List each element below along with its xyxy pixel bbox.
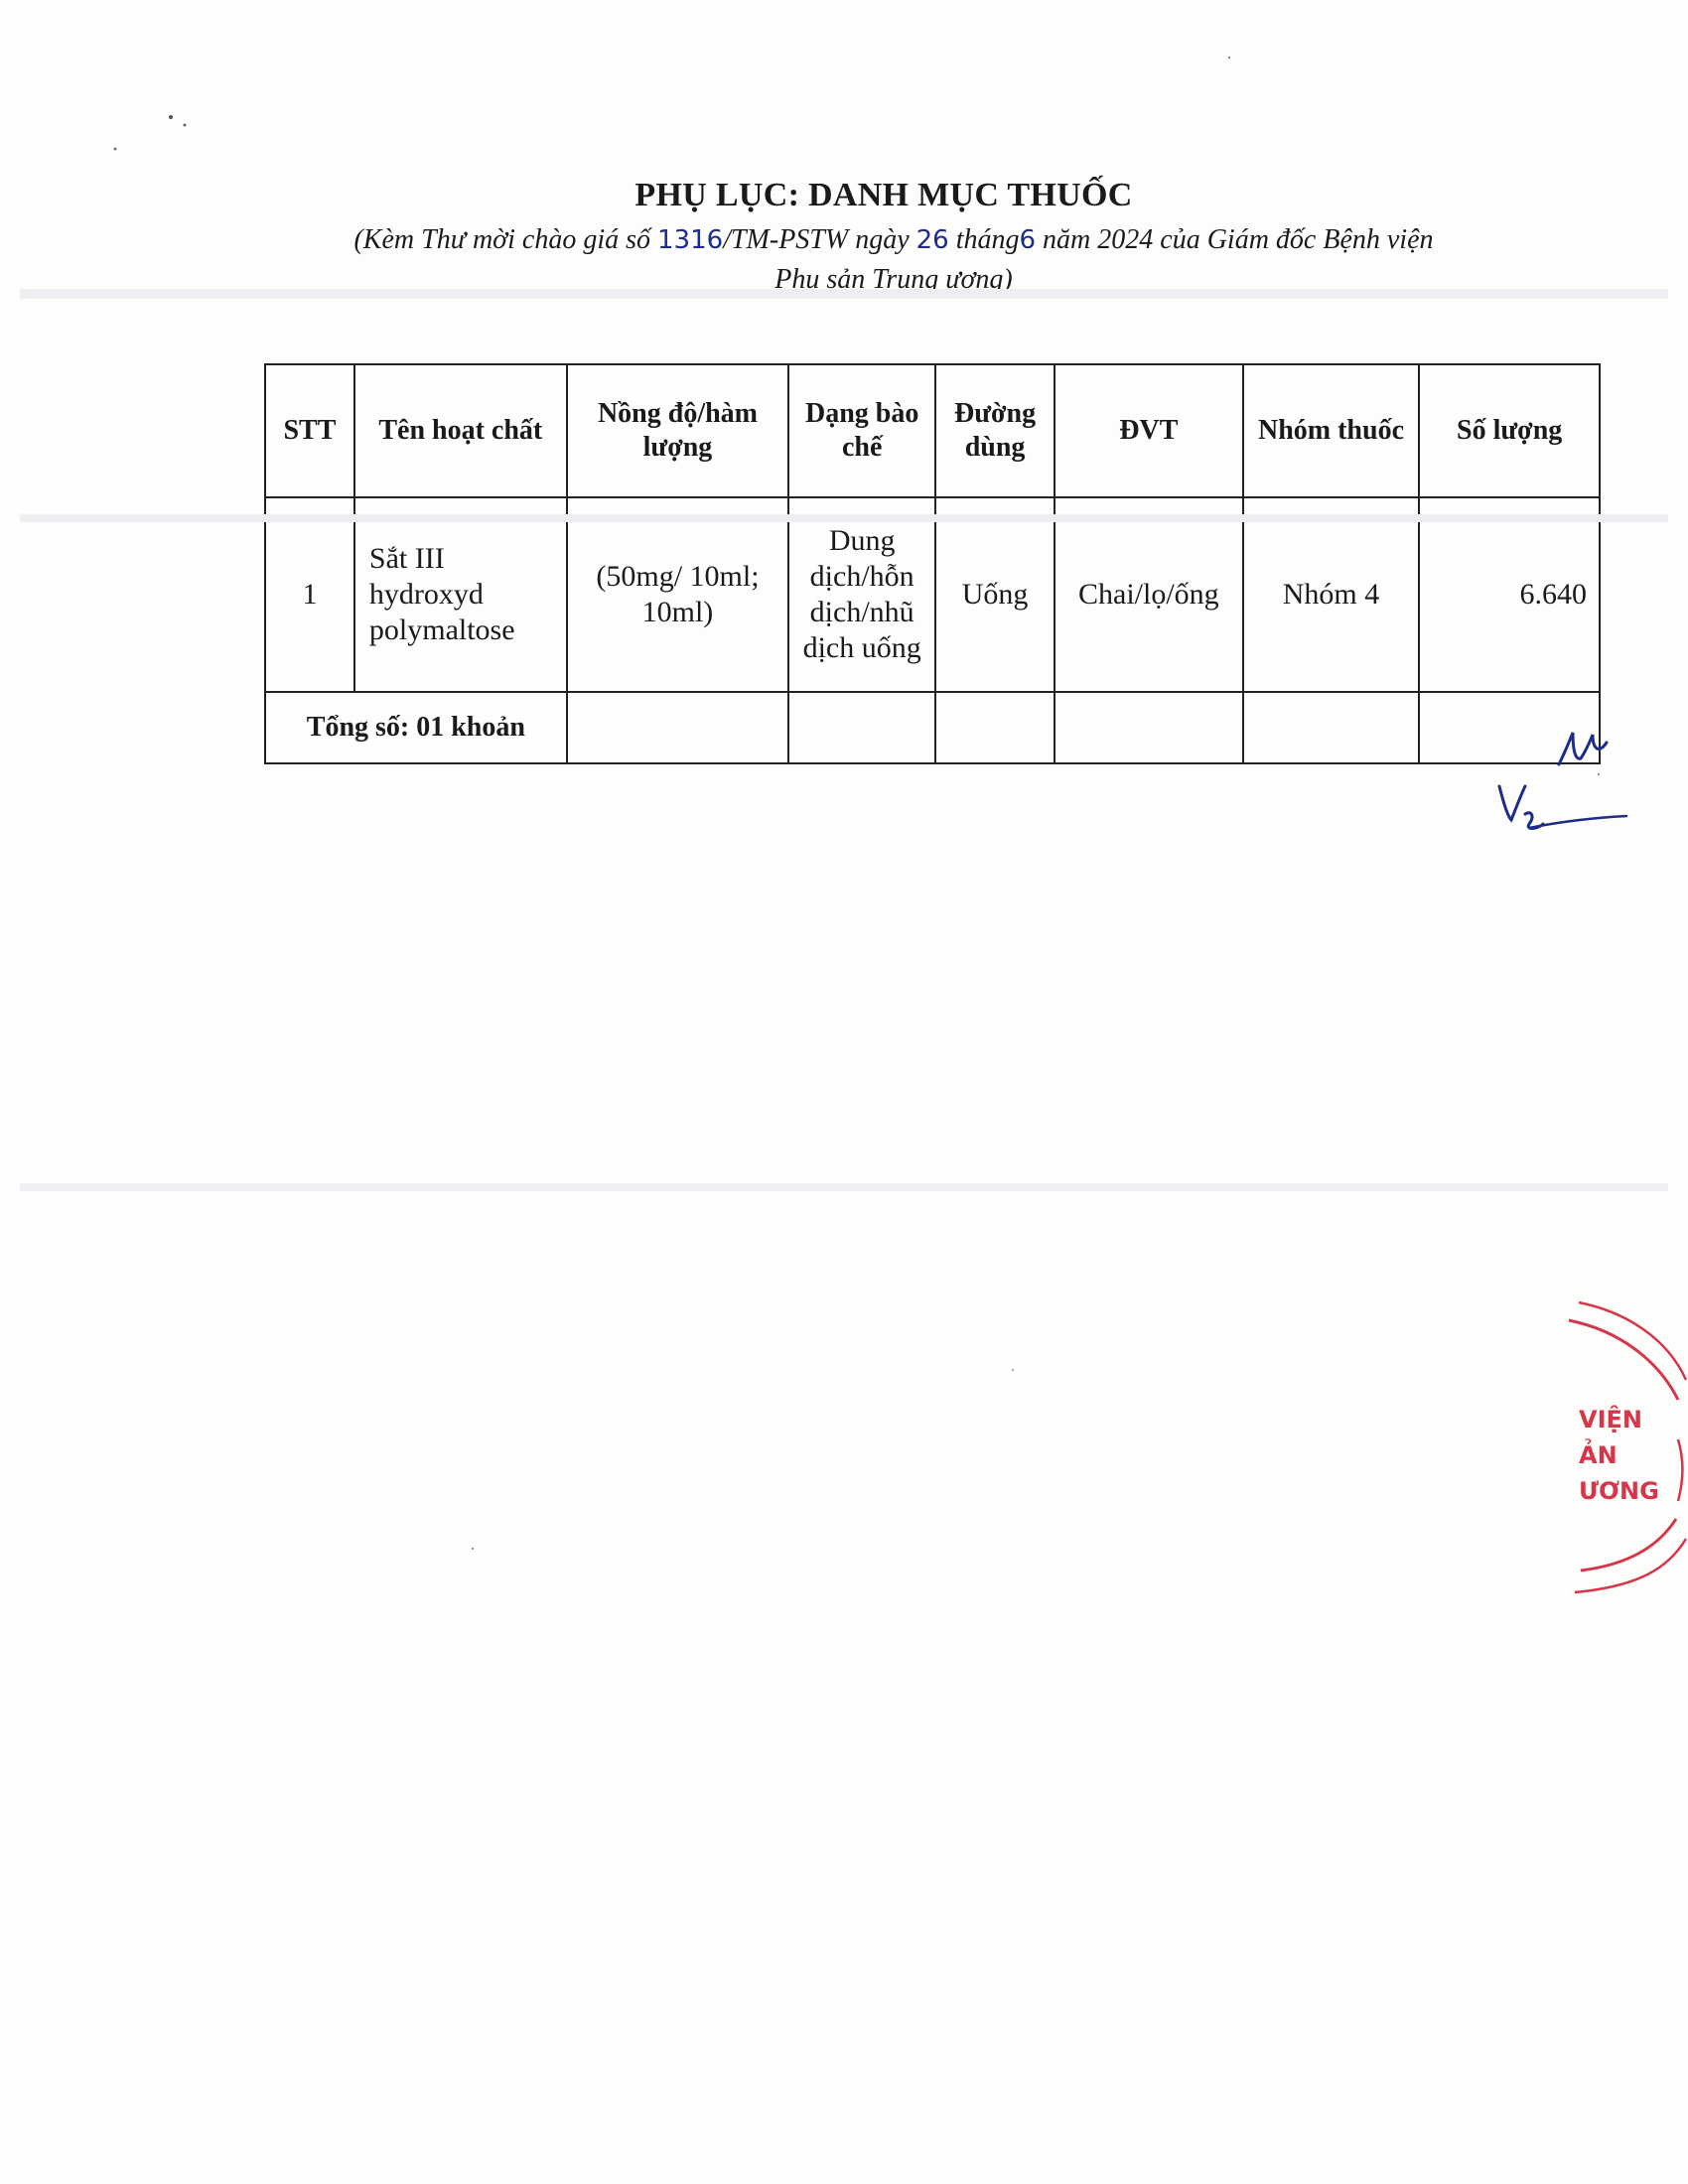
col-header-ten-hoat-chat: Tên hoạt chất <box>354 364 567 497</box>
cell-total-empty <box>1055 692 1243 763</box>
cell-dang-bao-che: Dung dịch/hỗn dịch/nhũ dịch uống <box>788 497 935 692</box>
document-subtitle <box>278 220 1509 299</box>
cell-nhom-thuoc: Nhóm 4 <box>1243 497 1420 692</box>
col-header-dang-bao-che: Dạng bào chế <box>788 364 935 497</box>
table-row <box>265 497 1600 692</box>
cell-nong-do: (50mg/ 10ml; 10ml) <box>567 497 789 692</box>
cell-duong-dung: Uống <box>935 497 1055 692</box>
handwritten-doc-number: 1316 <box>657 225 724 255</box>
seal-text-line: VIỆN <box>1579 1406 1642 1433</box>
cell-total-empty <box>1243 692 1420 763</box>
col-header-dvt: ĐVT <box>1055 364 1243 497</box>
col-header-nong-do: Nồng độ/hàm lượng <box>567 364 789 497</box>
cell-dvt: Chai/lọ/ống <box>1055 497 1243 692</box>
cell-stt: 1 <box>265 497 354 692</box>
col-header-nhom-thuoc: Nhóm thuốc <box>1243 364 1420 497</box>
cell-total-empty <box>788 692 935 763</box>
cell-total-label: Tổng số: 01 khoản <box>265 692 567 763</box>
drug-list-table <box>264 363 1601 764</box>
col-header-stt: STT <box>265 364 354 497</box>
seal-text-line: ƯƠNG <box>1579 1477 1659 1505</box>
cell-total-empty <box>567 692 789 763</box>
table-header-row <box>265 364 1600 497</box>
subtitle-text-1: (Kèm Thư mời chào giá số <box>353 224 658 255</box>
cell-ten-hoat-chat: Sắt III hydroxyd polymaltose <box>354 497 567 692</box>
seal-text-line: ẢN <box>1579 1441 1618 1469</box>
cell-total-empty <box>935 692 1055 763</box>
subtitle-text-4: năm 2024 của Giám đốc Bệnh viện <box>1036 224 1434 255</box>
seal-text <box>1579 1402 1678 1509</box>
handwritten-day: 26 <box>915 225 949 255</box>
document-title: PHỤ LỤC: DANH MỤC THUỐC <box>634 177 1133 213</box>
col-header-so-luong: Số lượng <box>1419 364 1600 497</box>
subtitle-line-2: Phụ sản Trung ương) <box>774 264 1013 295</box>
table-total-row <box>265 692 1600 763</box>
subtitle-text-3: tháng <box>948 224 1020 255</box>
handwritten-signature <box>1489 725 1628 844</box>
red-seal-stamp <box>1529 1291 1688 1628</box>
subtitle-text-2: /TM-PSTW ngày <box>723 224 916 255</box>
handwritten-month: 6 <box>1019 225 1037 255</box>
col-header-duong-dung: Đường dùng <box>935 364 1055 497</box>
cell-so-luong: 6.640 <box>1419 497 1600 692</box>
